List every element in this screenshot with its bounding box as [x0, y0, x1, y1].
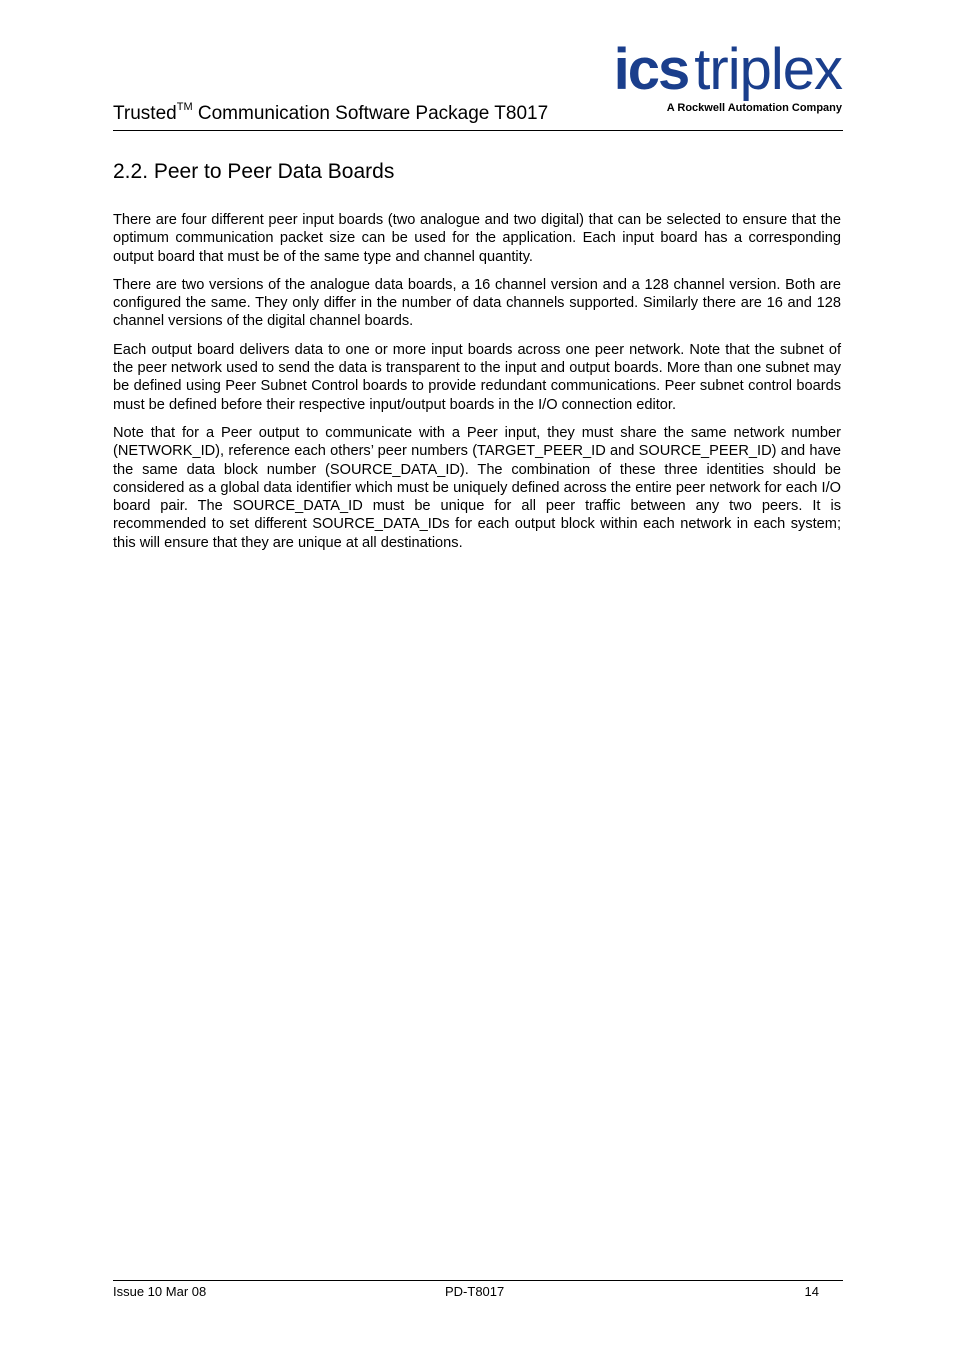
paragraph: There are four different peer input boards (two analogue and two digital) that can be selected to ensure that the optimum communication packet size can be used for the application. Each input board has a corresponding output board that must be of the same type and channel quantity. — [113, 212, 841, 265]
trademark-superscript: TM — [176, 101, 193, 113]
paragraph: Each output board delivers data to one or more input boards across one peer network. Note that the subnet of the peer network used to send the data is transparent to the input and output boards. More than one subnet may be defined using Peer Subnet Control boards to provide redundant communications. Peer subnet control boards must be defined before their respective input/output boards in the I/O connection editor. — [113, 341, 841, 413]
footer-issue: Issue 10 Mar 08 — [113, 1284, 207, 1299]
logo-wordmark — [613, 37, 842, 102]
document-title-suffix: Communication Software Package T8017 — [192, 103, 549, 124]
section-heading: 2.2. Peer to Peer Data Boards — [113, 160, 395, 183]
footer-page-number: 14 — [804, 1284, 819, 1299]
page-header — [113, 37, 843, 131]
logo-ics: ics — [613, 37, 689, 102]
page-footer — [113, 1280, 843, 1301]
paragraph: Note that for a Peer output to communicate with a Peer input, they must share the same network number (NETWORK_ID), reference each others’ peer numbers (TARGET_PEER_ID and SOURCE_PEER_ID) and have the same data block number (SOURCE_DATA_ID). The combination of these three identities should be considered as a global data identifier which must be uniquely defined across the entire peer network for each I/O board pair. The SOURCE_DATA_ID must be unique for all peer traffic between any two peers. It is recommended to set different SOURCE_DATA_IDs for each output block within each network in each system; this will ensure that they are unique at all destinations. — [113, 424, 841, 551]
section-body — [113, 211, 841, 562]
logo-triplex: triplex — [694, 37, 842, 102]
ics-triplex-logo — [602, 37, 842, 120]
document-title — [113, 101, 548, 125]
footer-doc-id: PD-T8017 — [445, 1284, 505, 1299]
paragraph: There are two versions of the analogue data boards, a 16 channel version and a 128 channel version. Both are configured the same. They only differ in the number of data channels supported. Similarly there are 16 and 128 channel versions of the digital channel boards. — [113, 276, 841, 330]
document-title-prefix: Trusted — [113, 103, 177, 124]
logo-tagline: A Rockwell Automation Company — [666, 102, 842, 114]
